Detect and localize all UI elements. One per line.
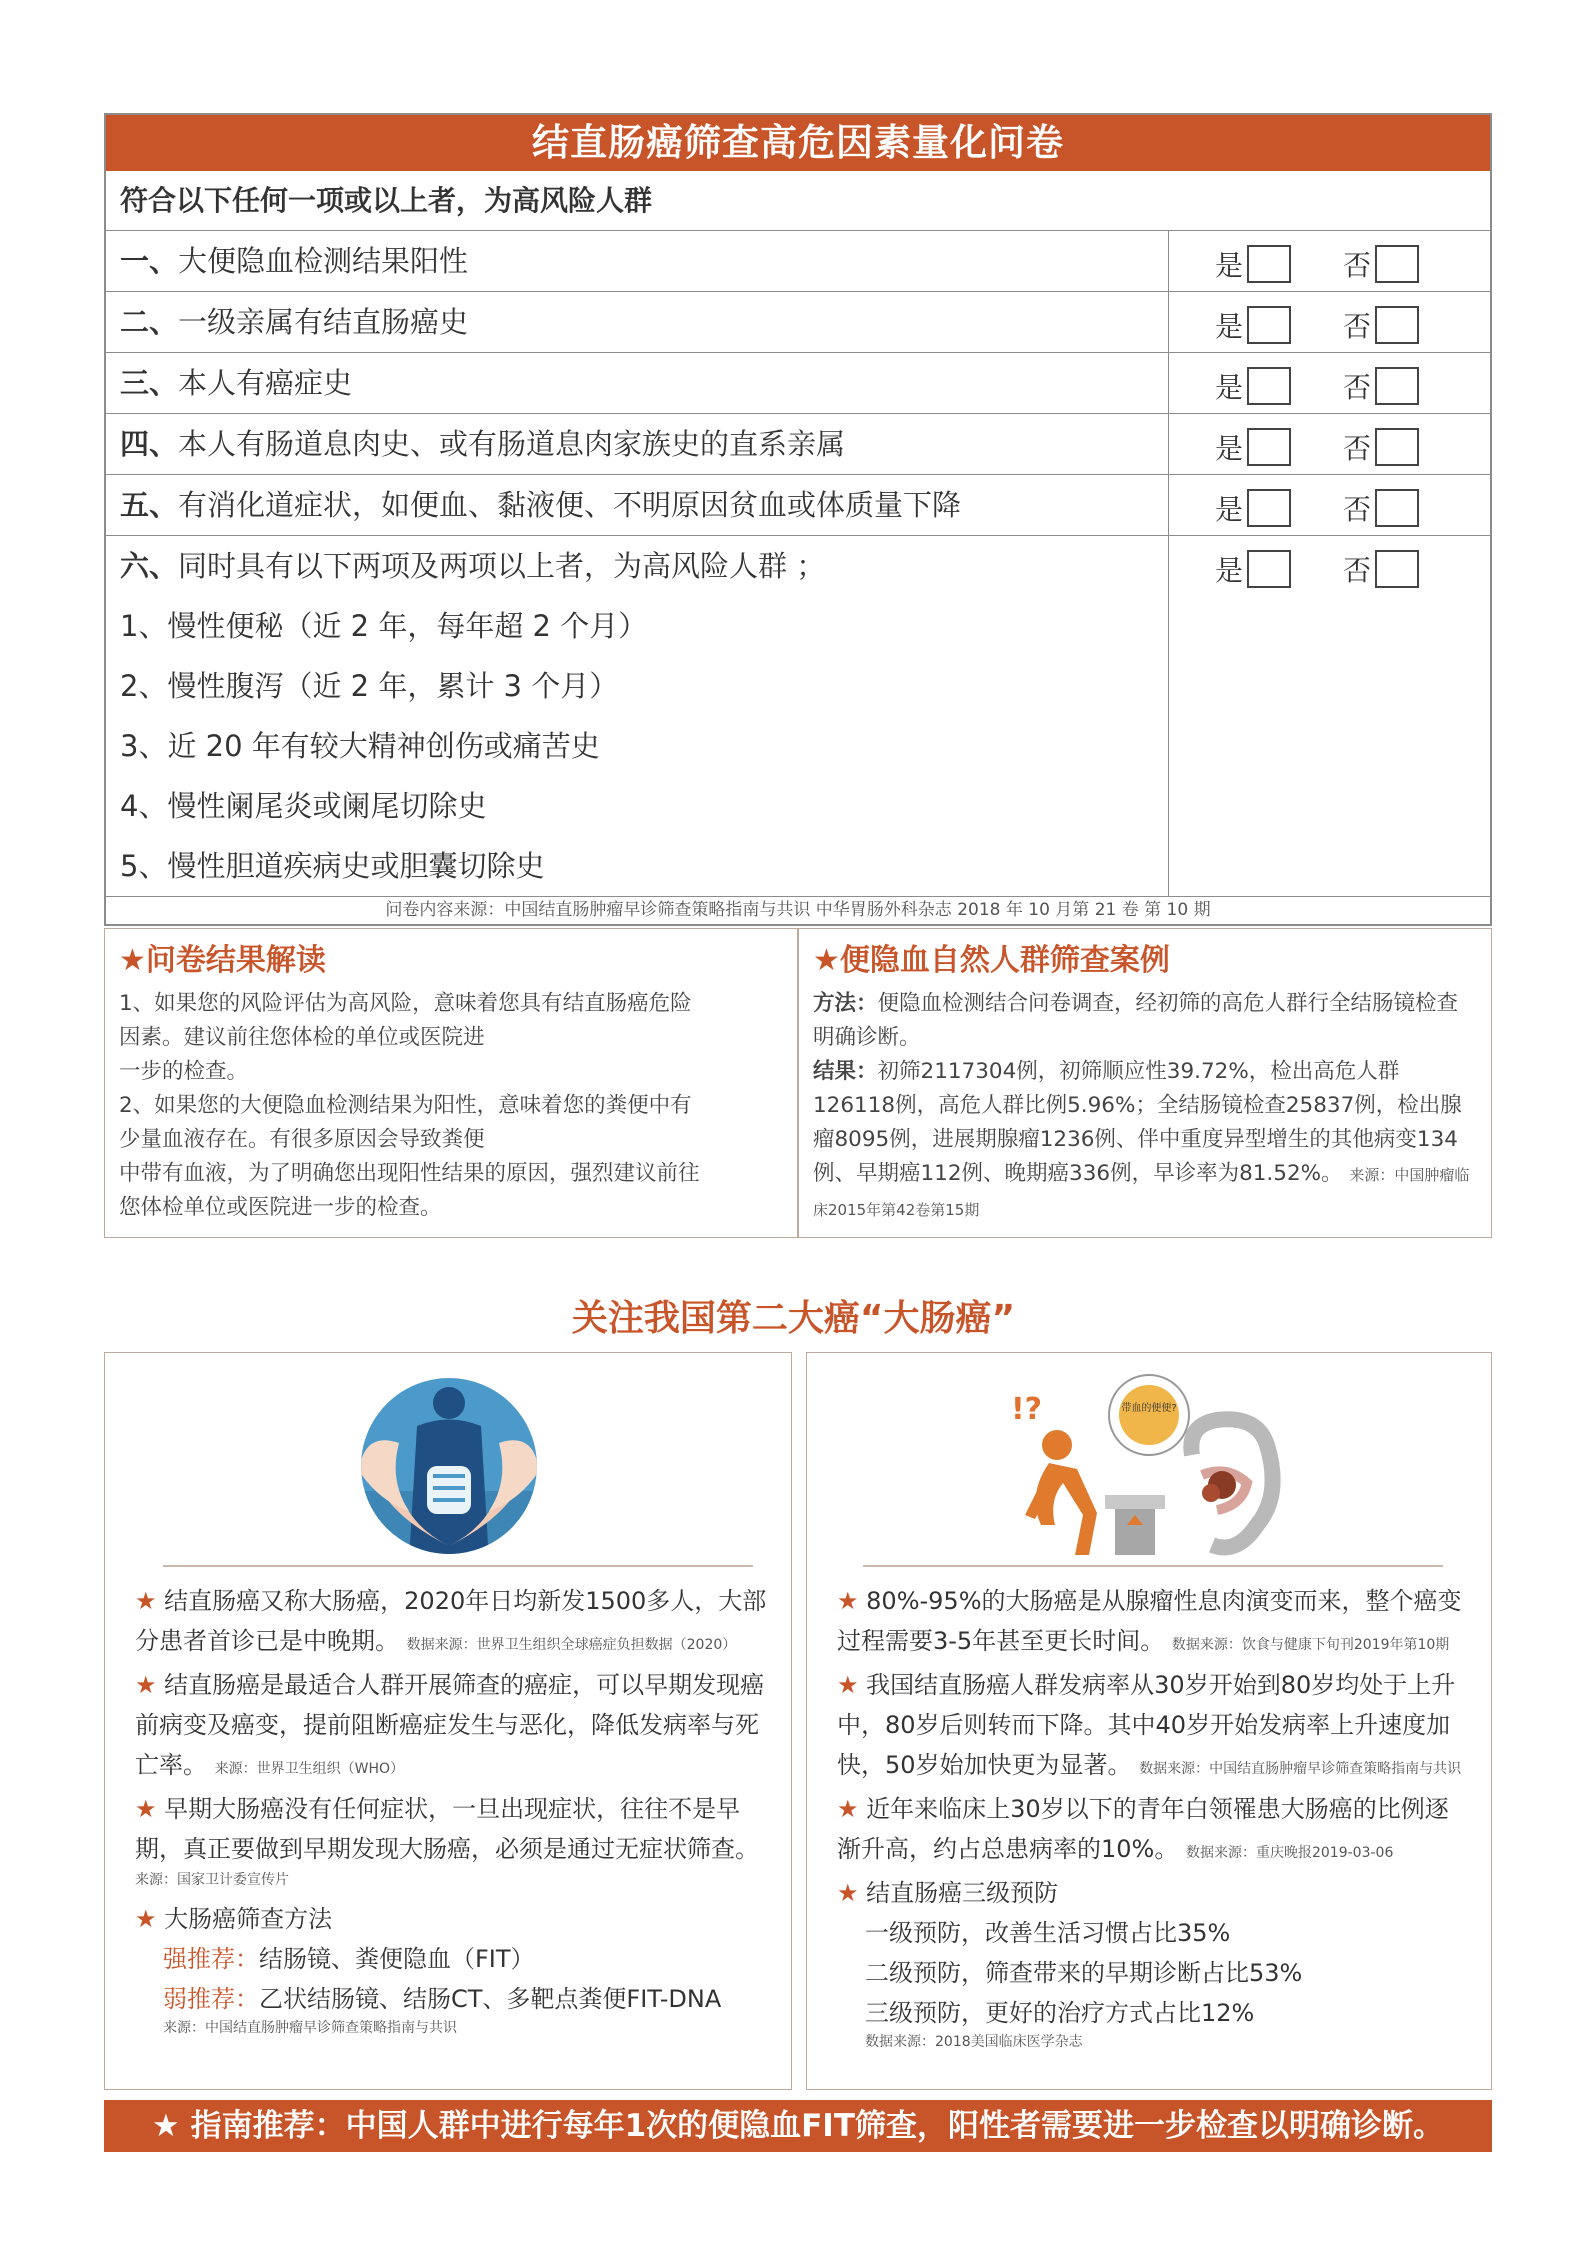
bubble-text: 带血的便便? xyxy=(1121,1403,1177,1414)
panel-divider xyxy=(163,1565,753,1567)
interpretation-title: ★问卷结果解读 xyxy=(119,943,326,978)
section-heading: 关注我国第二大癌“大肠癌” xyxy=(571,1298,1016,1339)
question-text: 本人有肠道息肉史、或有肠道息肉家族史的直系亲属 xyxy=(178,427,846,461)
fact-source: 数据来源：2018美国临床医学杂志 xyxy=(865,2034,1083,2050)
no-checkbox[interactable] xyxy=(1375,428,1419,466)
question-row xyxy=(106,292,1490,353)
fact-source: 来源：世界卫生组织（WHO） xyxy=(214,1761,405,1777)
sub-item: 2、慢性腹泻（近 2 年，累计 3 个月） xyxy=(120,669,619,703)
screening-methods-title: 大肠癌筛查方法 xyxy=(164,1905,333,1933)
star-icon: ★ xyxy=(135,1671,157,1699)
method-text: 便隐血检测结合问卷调查，经初筛的高危人群行全结肠镜检查明确诊断。 xyxy=(813,991,1459,1050)
method-label: 方法： xyxy=(813,991,878,1016)
fact-source: 来源：中国结直肠肿瘤早诊筛查策略指南与共识 xyxy=(163,2020,457,2036)
interpretation-line: 因素。建议前往您体检的单位或医院进 xyxy=(119,1025,485,1050)
questionnaire xyxy=(104,113,1492,926)
hands-heart-intestine-icon xyxy=(339,1371,559,1561)
exclaim-text: !? xyxy=(1011,1392,1043,1427)
star-icon: ★ xyxy=(135,1905,157,1933)
guideline-banner: ★ 指南推荐：中国人群中进行每年1次的便隐血FIT筛查，阳性者需要进一步检查以明确诊断。 xyxy=(104,2100,1492,2152)
strong-recommend-text: 结肠镜、粪便隐血（FIT） xyxy=(259,1945,535,1973)
question-row xyxy=(106,353,1490,414)
question-number: 三、 xyxy=(120,366,179,400)
yes-checkbox[interactable] xyxy=(1247,428,1291,466)
fact-text: 近年来临床上30岁以下的青年白领罹患大肠癌的比例逐渐升高，约占总患病率的10%。 xyxy=(837,1795,1449,1863)
case-source: 来源：中国肿瘤临床2015年第42卷第15期 xyxy=(813,1166,1470,1219)
sub-item: 3、近 20 年有较大精神创伤或痛苦史 xyxy=(120,729,600,763)
fact-text: 结直肠癌是最适合人群开展筛查的癌症，可以早期发现癌前病变及癌变，提前阻断癌症发生与恶化，降低发病率与死亡率。 xyxy=(135,1671,765,1779)
panel-divider xyxy=(863,1565,1443,1567)
interpretation-line: 一步的检查。 xyxy=(119,1059,249,1084)
colorectal-facts-panel xyxy=(104,1352,792,2090)
fact-text: 我国结直肠癌人群发病率从30岁开始到80岁均处于上升中，80岁后则转而下降。其中40岁开始发病率上升速度加快，50岁始加快更为显著。 xyxy=(837,1671,1456,1779)
question-row xyxy=(106,475,1490,536)
prevention-level: 一级预防，改善生活习惯占比35% xyxy=(865,1919,1231,1947)
yes-label: 是 xyxy=(1215,371,1244,404)
yes-checkbox[interactable] xyxy=(1247,489,1291,527)
no-label: 否 xyxy=(1343,554,1372,587)
colorectal-prevention-panel xyxy=(806,1352,1492,2090)
screening-case-box xyxy=(798,928,1492,1238)
question-number: 二、 xyxy=(120,305,179,339)
no-label: 否 xyxy=(1343,371,1372,404)
fact-source: 数据来源：饮食与健康下旬刊2019年第10期 xyxy=(1171,1637,1450,1653)
interpretation-line: 少量血液存在。有很多原因会导致粪便 xyxy=(119,1127,485,1152)
question-row xyxy=(106,414,1490,475)
question-number: 五、 xyxy=(120,488,179,522)
weak-recommend-label: 弱推荐： xyxy=(163,1985,259,2013)
interpretation-line: 中带有血液，为了明确您出现阳性结果的原因，强烈建议前往 xyxy=(119,1161,700,1186)
no-label: 否 xyxy=(1343,493,1372,526)
fact-source: 来源：国家卫计委宣传片 xyxy=(135,1872,289,1888)
sub-item: 5、慢性胆道疾病史或胆囊切除史 xyxy=(120,849,545,883)
fact-text: 结直肠癌又称大肠癌，2020年日均新发1500多人，大部分患者首诊已是中晚期。 xyxy=(135,1587,767,1655)
fact-text: 早期大肠癌没有任何症状，一旦出现症状，往往不是早期，真正要做到早期发现大肠癌，必须是通过无症状筛查。 xyxy=(135,1795,759,1863)
strong-recommend-label: 强推荐： xyxy=(163,1945,259,1973)
result-interpretation-box xyxy=(104,928,798,1238)
yes-checkbox[interactable] xyxy=(1247,306,1291,344)
star-icon: ★ xyxy=(135,1587,157,1615)
prevention-level: 三级预防，更好的治疗方式占比12% xyxy=(865,1999,1255,2027)
yes-label: 是 xyxy=(1215,493,1244,526)
fact-source: 数据来源：世界卫生组织全球癌症负担数据（2020） xyxy=(406,1637,737,1653)
no-label: 否 xyxy=(1343,432,1372,465)
no-checkbox[interactable] xyxy=(1375,245,1419,283)
yes-checkbox[interactable] xyxy=(1247,550,1291,588)
question-number: 六、 xyxy=(120,549,179,583)
result-text: 初筛2117304例，初筛顺应性39.72%，检出高危人群126118例，高危人群比例5.96%；全结肠镜检查25837例，检出腺瘤8095例，进展期腺瘤1236例、伴中重度异型增生的其他病变134例、早期癌112例、晚期癌336例，早诊率为81.52%。 xyxy=(813,1059,1462,1186)
yes-label: 是 xyxy=(1215,432,1244,465)
star-icon: ★ xyxy=(135,1795,157,1823)
question-text: 一级亲属有结直肠癌史 xyxy=(178,305,469,339)
yes-label: 是 xyxy=(1215,249,1244,282)
questionnaire-source: 问卷内容来源：中国结直肠肿瘤早诊筛查策略指南与共识 中华胃肠外科杂志 2018 年 10 月第 21 卷 第 10 期 xyxy=(385,900,1211,920)
question-number: 四、 xyxy=(120,427,179,461)
weak-recommend-text: 乙状结肠镜、结肠CT、多靶点粪便FIT-DNA xyxy=(259,1985,722,2013)
result-label: 结果： xyxy=(813,1059,878,1084)
star-icon: ★ xyxy=(837,1795,859,1823)
interpretation-line: 2、如果您的大便隐血检测结果为阳性，意味着您的粪便中有 xyxy=(119,1093,692,1118)
person-toilet-intestine-icon xyxy=(997,1365,1297,1565)
questionnaire-intro: 符合以下任何一项或以上者，为高风险人群 xyxy=(106,171,1490,231)
no-checkbox[interactable] xyxy=(1375,367,1419,405)
interpretation-line: 1、如果您的风险评估为高风险，意味着您具有结直肠癌危险 xyxy=(119,991,692,1016)
no-label: 否 xyxy=(1343,249,1372,282)
question-row xyxy=(106,536,1490,897)
yes-label: 是 xyxy=(1215,310,1244,343)
no-checkbox[interactable] xyxy=(1375,550,1419,588)
no-checkbox[interactable] xyxy=(1375,306,1419,344)
question-text: 大便隐血检测结果阳性 xyxy=(178,244,469,278)
star-icon: ★ xyxy=(837,1587,859,1615)
no-checkbox[interactable] xyxy=(1375,489,1419,527)
questionnaire-title: 结直肠癌筛查高危因素量化问卷 xyxy=(106,115,1490,171)
fact-text: 80%-95%的大肠癌是从腺瘤性息肉演变而来，整个癌变过程需要3-5年甚至更长时间。 xyxy=(837,1587,1462,1655)
no-label: 否 xyxy=(1343,310,1372,343)
fact-source: 数据来源：中国结直肠肿瘤早诊筛查策略指南与共识 xyxy=(1139,1761,1462,1777)
star-icon: ★ xyxy=(837,1879,859,1907)
question-row xyxy=(106,231,1490,292)
question-number: 一、 xyxy=(120,244,179,278)
question-text: 有消化道症状，如便血、黏液便、不明原因贫血或体质量下降 xyxy=(178,488,962,522)
sub-item: 1、慢性便秘（近 2 年，每年超 2 个月） xyxy=(120,609,648,643)
prevention-level: 二级预防，筛查带来的早期诊断占比53% xyxy=(865,1959,1303,1987)
prevention-title: 结直肠癌三级预防 xyxy=(866,1879,1059,1907)
sub-item: 4、慢性阑尾炎或阑尾切除史 xyxy=(120,789,487,823)
question-text: 本人有癌症史 xyxy=(178,366,353,400)
fact-source: 数据来源：重庆晚报2019-03-06 xyxy=(1185,1845,1394,1861)
yes-checkbox[interactable] xyxy=(1247,245,1291,283)
yes-checkbox[interactable] xyxy=(1247,367,1291,405)
star-icon: ★ xyxy=(837,1671,859,1699)
interpretation-line: 您体检单位或医院进一步的检查。 xyxy=(119,1195,442,1220)
screening-case-title: ★便隐血自然人群筛查案例 xyxy=(813,943,1170,978)
question-text: 同时具有以下两项及两项以上者，为高风险人群 ； xyxy=(178,549,826,583)
yes-label: 是 xyxy=(1215,554,1244,587)
